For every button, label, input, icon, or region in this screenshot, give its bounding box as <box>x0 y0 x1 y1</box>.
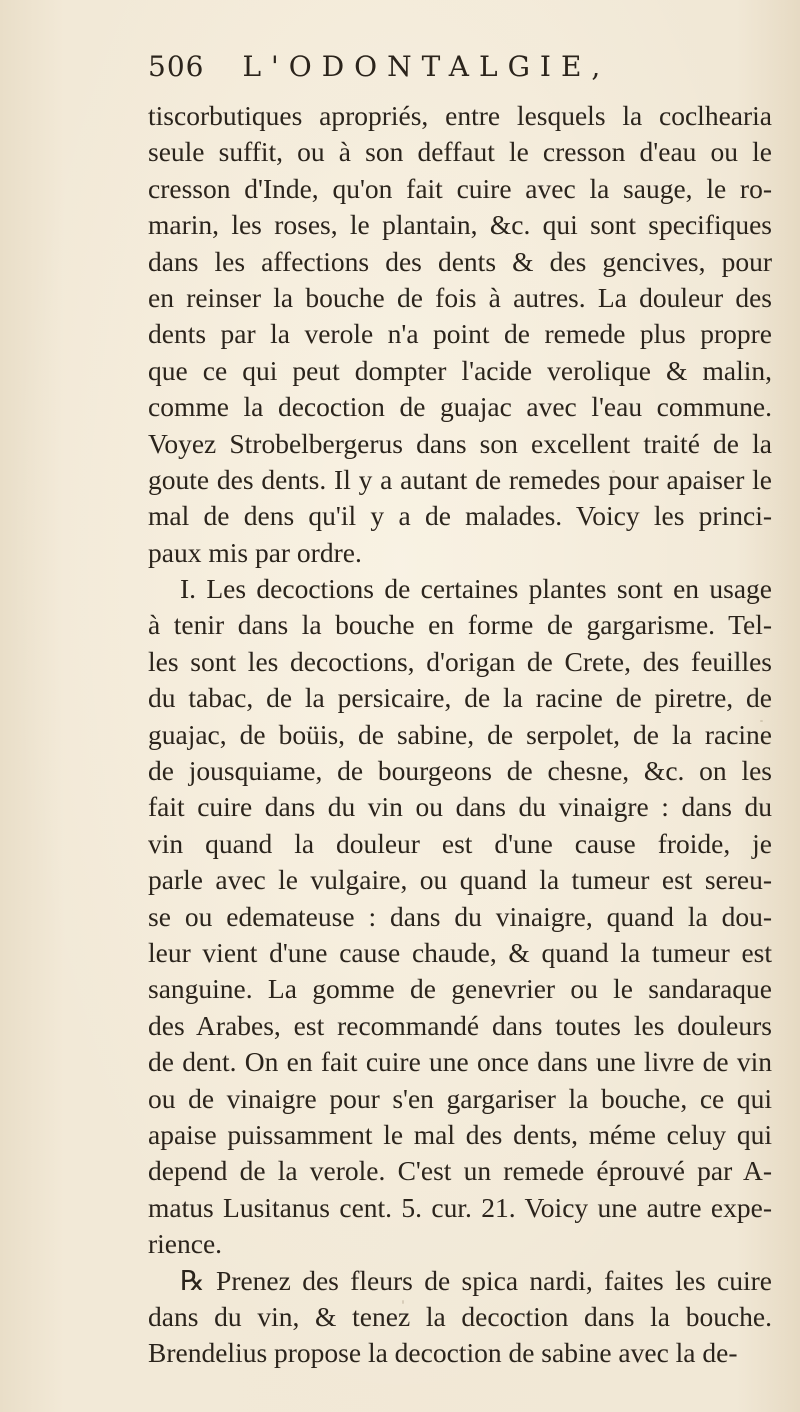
page-number: 506 <box>148 50 205 83</box>
text-line: des Arabes, est recommandé dans toutes les douleurs <box>148 1009 772 1041</box>
text-line: Brendelius propose la decoction de sabine avec la de- <box>148 1337 738 1369</box>
text-line: du tabac, de la persicaire, de la racine de piretre, de <box>148 682 772 714</box>
paper-speck <box>402 1300 404 1304</box>
text-line: paux mis par ordre. <box>148 536 362 568</box>
text-line: mal de dens qu'il y a de malades. Voicy les princi- <box>148 500 772 532</box>
text-line: I. Les decoctions de certaines plantes sont en usage <box>180 573 772 605</box>
text-line: dents par la verole n'a point de remede plus propre <box>148 318 772 350</box>
text-line: vin quand la douleur est d'une cause froide, je <box>148 827 772 859</box>
text-line: ou de vinaigre pour s'en gargariser la bouche, ce qui <box>148 1082 772 1114</box>
text-line: de jousquiame, de bourgeons de chesne, &c. on les <box>148 755 772 787</box>
text-line: matus Lusitanus cent. 5. cur. 21. Voicy une autre expe- <box>148 1191 772 1223</box>
text-line: fait cuire dans du vin ou dans du vinaigre : dans du <box>148 791 772 823</box>
text-line: dans du vin, & tenez la decoction dans la bouche. <box>148 1300 772 1332</box>
text-line: dans les affections des dents & des gencives, pour <box>148 245 772 277</box>
text-line: parle avec le vulgaire, ou quand la tumeur est sereu- <box>148 864 772 896</box>
text-line: apaise puissamment le mal des dents, méme celuy qui <box>148 1118 772 1150</box>
text-line: les sont les decoctions, d'origan de Crete, des feuilles <box>148 645 772 677</box>
text-line: seule suffit, ou à son deffaut le cresson d'eau ou le <box>148 136 772 168</box>
text-line: ℞ Prenez des fleurs de spica nardi, faites les cuire <box>180 1264 772 1296</box>
text-line: cresson d'Inde, qu'on fait cuire avec la sauge, le ro- <box>148 172 772 204</box>
text-line: depend de la verole. C'est un remede éprouvé par A- <box>148 1155 772 1187</box>
text-line: en reinser la bouche de fois à autres. La douleur des <box>148 281 772 313</box>
text-line: tiscorbutiques apropriés, entre lesquels la coclhearia <box>148 100 772 131</box>
text-line: sanguine. La gomme de genevrier ou le sandaraque <box>148 973 772 1005</box>
page-header <box>148 50 668 94</box>
text-line: rience. <box>148 1228 223 1260</box>
text-line: que ce qui peut dompter l'acide verolique & malin, <box>148 354 772 386</box>
text-line: de dent. On en fait cuire une once dans une livre de vin <box>148 1046 772 1078</box>
paper-speck <box>760 720 763 722</box>
body-text <box>148 98 772 1372</box>
text-line: se ou edemateuse : dans du vinaigre, quand la dou- <box>148 900 772 932</box>
running-title: L'ODONTALGIE, <box>242 50 611 83</box>
paper-speck <box>612 470 615 473</box>
text-line: à tenir dans la bouche en forme de gargarisme. Tel- <box>148 609 772 641</box>
text-line: Voyez Strobelbergerus dans son excellent traité de la <box>148 427 772 459</box>
text-line: leur vient d'une cause chaude, & quand la tumeur est <box>148 936 772 968</box>
text-line: comme la decoction de guajac avec l'eau commune. <box>148 391 772 423</box>
text-line: marin, les roses, le plantain, &c. qui sont specifiques <box>148 209 772 241</box>
text-line: goute des dents. Il y a autant de remedes pour apaiser le <box>148 463 772 495</box>
text-line: guajac, de boüis, de sabine, de serpolet, de la racine <box>148 718 772 750</box>
